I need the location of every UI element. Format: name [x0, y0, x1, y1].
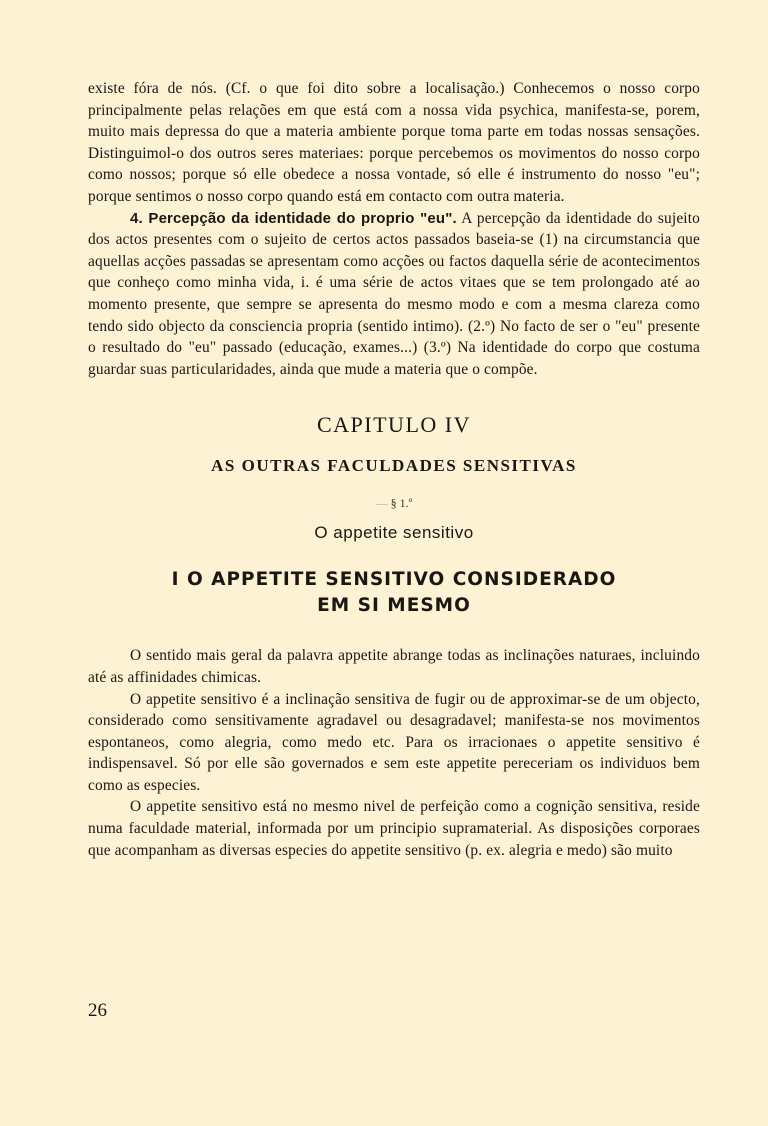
subsection-heading-line1: I O APPETITE SENSITIVO CONSIDERADO — [171, 569, 617, 591]
paragraph-appetite-definition: O appetite sensitivo é a inclinação sensitiva de fugir ou de approximar-se de um objecto, considerado como sensitivamente agradavel ou desagradavel; manifesta-se nos movimentos espontaneos, como alegria, como medo etc. Para os irracionaes o appetite sensitivo é indispensavel. Só por elle são governados e sem este appetite pereceriam os individuos bem como as especies. — [88, 690, 700, 794]
section-title: O appetite sensitivo — [314, 523, 474, 543]
section-dash: — — [375, 496, 391, 511]
paragraph-appetite-level: O appetite sensitivo está no mesmo nivel de perfeição como a cognição sensitiva, reside numa faculdade material, informada por um principio supramaterial. As disposições corporaes que acompanham as diversas especies do appetite sensitivo (p. ex. alegria e medo) são muito — [88, 798, 700, 859]
paragraph-continuation: existe fóra de nós. (Cf. o que foi dito sobre a localisação.) Conhecemos o nosso corpo principalmente pelas relações em que está com a nossa vida psychica, manifesta-se, porem, muito mais depressa do que a materia ambiente porque toma parte em todas nossas sensações. Distinguimol-o dos outros seres materiaes: porque percebemos os movimentos do nosso corpo como nossos; porque só elle obedece a nossa vontade, só elle é instrumento do nosso "eu"; porque sentimos o nosso corpo quando está em contacto com outra materia. — [88, 80, 700, 205]
body-section-2 — [88, 645, 700, 861]
chapter-subtitle: AS OUTRAS FACULDADES SENSITIVAS — [211, 456, 577, 476]
subsection-heading — [88, 567, 700, 619]
page-content — [88, 78, 700, 861]
paragraph-appetite-general: O sentido mais geral da palavra appetite abrange todas as inclinações naturaes, incluindo até as affinidades chimicas. — [88, 647, 700, 686]
point-4-text: A percepção da identidade do sujeito dos actos presentes com o sujeito de certos actos passados baseia-se (1) na circumstancia que aquellas acções passadas se apresentam como acções ou factos daquella série de acontecimentos que conheço como minha vida, i. é uma série de actos vitaes que se tem prolongado até ao momento presente, que sempre se apresenta do mesmo modo e com a mesma clareza como tendo sido objecto da consciencia propria (sentido intimo). (2.º) No facto de ser o "eu" presente o resultado do "eu" passado (educação, exames...) (3.º) Na identidade do corpo que costuma guardar suas particularidades, ainda que mude a materia que o compõe. — [88, 209, 700, 378]
section-mark — [88, 496, 700, 511]
page-number: 26 — [88, 1000, 107, 1021]
point-4-heading: 4. Percepção da identidade do proprio "eu". — [130, 209, 457, 227]
paragraph-point-4 — [88, 208, 700, 381]
subsection-heading-line2: EM SI MESMO — [317, 595, 471, 617]
section-number: § 1.º — [390, 496, 413, 511]
chapter-title: CAPITULO IV — [317, 412, 471, 438]
